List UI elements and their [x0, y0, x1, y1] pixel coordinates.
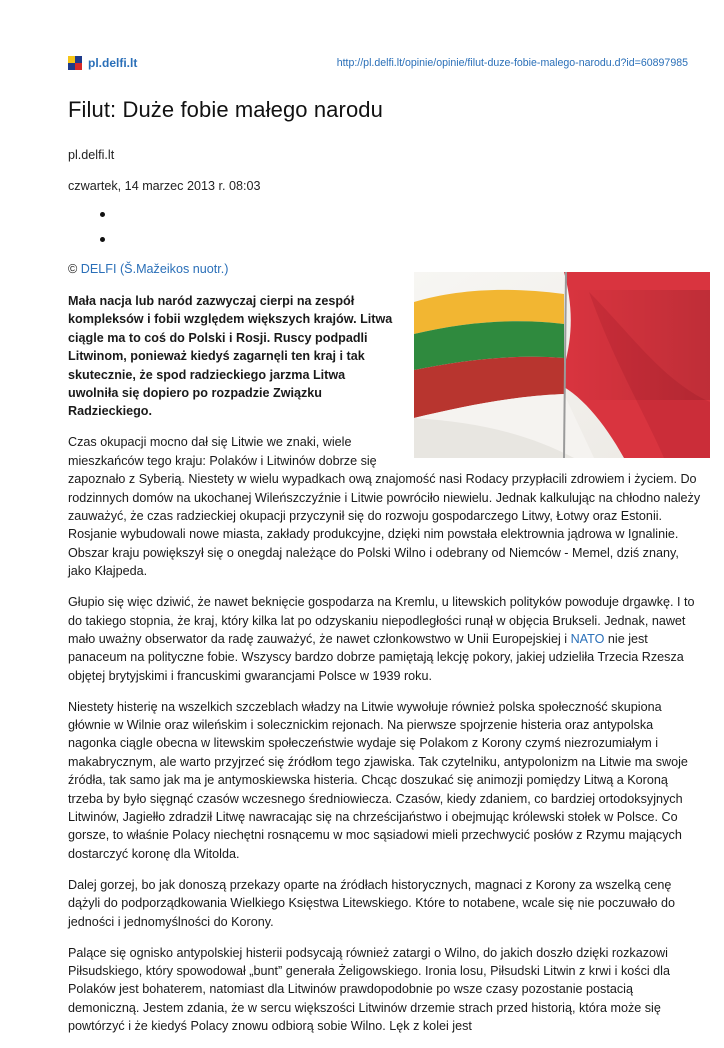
article-lead: Mała nacja lub naród zazwyczaj cierpi na zespół kompleksów i fobii względem większych krajów. Litwa ciągle ma to coś do Polski i Rosji. Ruscy podpadli Litwinom, ponieważ kiedyś zagarnęli ten kraj i tak skutecznie, że spod radzieckiego jarzma Litwa uwolniła się dopiero po rozpadzie Związku Radzieckiego. [68, 294, 393, 419]
page-header [68, 52, 688, 74]
site-name[interactable]: pl.delfi.lt [88, 56, 138, 70]
photo-credit-link[interactable]: DELFI (Š.Mažeikos nuotr.) [80, 262, 229, 276]
paragraph-text: Głupio się więc dziwić, że nawet beknięcie gospodarza na Kremlu, u litewskich polityków powoduje drgawkę. I to do takiego stopnia, że kraj, który kilka lat po odzyskaniu niepodległości runął w objęcia Brukseli. Jednak, nawet mało uważny obserwator da radę zauważyć, że nawet członkowstwo w Unii Europejskiej i [68, 595, 695, 646]
nato-link[interactable]: NATO [570, 631, 605, 646]
page-url[interactable]: http://pl.delfi.lt/opinie/opinie/filut-duze-fobie-malego-narodu.d?id=60897985 [336, 57, 688, 69]
site-branding[interactable] [68, 56, 137, 70]
article-date: czwartek, 14 marzec 2013 r. 08:03 [68, 179, 261, 193]
paragraph-text: nie jest panaceum na polityczne fobie. Wszyscy bardzo dobrze pamiętają lekcję pokory, jakiej udzieliła Trzecia Rzesza objętej brytyjskimi i francuskimi gwarancjami Polsce w 1939 roku. [68, 631, 684, 683]
article-source: pl.delfi.lt [68, 148, 115, 162]
paragraph: Dalej gorzej, bo jak donoszą przekazy oparte na źródłach historycznych, magnaci z Korony za wszelką cenę dążyli do podporządkowania Wielkiego Księstwa Litewskiego. Które to notabene, wcale się nie poczuwało do jedności i jednomyślności do Korony. [68, 877, 675, 929]
article-title: Filut: Duże fobie małego narodu [68, 97, 383, 122]
paragraph [68, 433, 704, 580]
delfi-favicon-icon [68, 56, 82, 70]
copyright-symbol: © [68, 262, 81, 276]
paragraph [68, 593, 704, 685]
article-body [68, 292, 704, 1048]
paragraph: Palące się ognisko antypolskiej histerii podsycają również zatargi o Wilno, do jakich doszło dzięki rozkazowi Piłsudskiego, który spowodował „bunt” generała Żeligowskiego. Ironia losu, Piłsudski Litwin z krwi i kości dla Polaków jest bohaterem, natomiast dla Litwinów prawdopodobnie po wsze czasy pozostanie postacią demoniczną. Jestem zdania, że w sercu większości Litwinów drzemie strach przed historią, która może się powtórzyć i że kiedyś Polacy znowu odbiorą sobie Wilno. Lęk z kolei jest [68, 945, 670, 1034]
paragraph-rest: zapoznało z Syberią. Niestety w wielu wypadkach ową znajomość nasi Rodacy przypłacili zdrowiem i życiem. Do rodzinnych domów na ukochanej Wileńszczyźnie i Litwie powróciło niewielu. Jednak kalkulując na chłodno należy zauważyć, że czas radzieckiej okupacji przyczynił się do rozwoju gospodarczego Litwy, Łotwy oraz Estonii. Rosjanie wybudowali nowe miasta, zakłady produkcyjne, dzięki nim powstała elektrownia jądrowa w Ignalinie. Obszar kraju powiększył się o onegdaj należące do Polski Wilno i odebrany od Niemców - Memel, dziś znany, jako Kłajpeda. [68, 472, 701, 579]
paragraph: Niestety histerię na wszelkich szczeblach władzy na Litwie wywołuje również polska społeczność skupiona głównie w Wilnie oraz wileńskim i solecznickim rejonach. Na pierwsze spojrzenie histeria oraz antypolska nagonka ciągle obecna w litewskim społeczeństwie wydaje się Polakom z Korony czymś niezrozumiałym i makabrycznym, ale warto przyjrzeć się źródłom tego zjawiska. Tak czytelniku, antypolonizm na Litwie ma swoje źródła, tak samo jak ma je antymoskiewska histeria. Chcąc doszukać się animozji pomiędzy Litwą a Koroną trzeba by było sięgnąć czasów wczesnego średniowiecza. Czasów, kiedy zdaniem, co bardziej ortodoksyjnych Litwinów, Jagiełło zdradził Litwę nawracając się na chrześcijaństwo i obejmując królewski stołek w Polsce. Co gorsze, to właśnie Polacy niechętni rosnącemu w moc sąsiadowi mieli przechwycić posłów z Rzymu mających dostarczyć koronę dla Witolda. [68, 699, 688, 861]
paragraph-wrapped-part: Czas okupacji mocno dał się Litwie we znaki, wiele mieszkańców tego kraju: Polaków i Litwinów dobrze się [68, 435, 377, 468]
photo-credit [68, 262, 228, 276]
